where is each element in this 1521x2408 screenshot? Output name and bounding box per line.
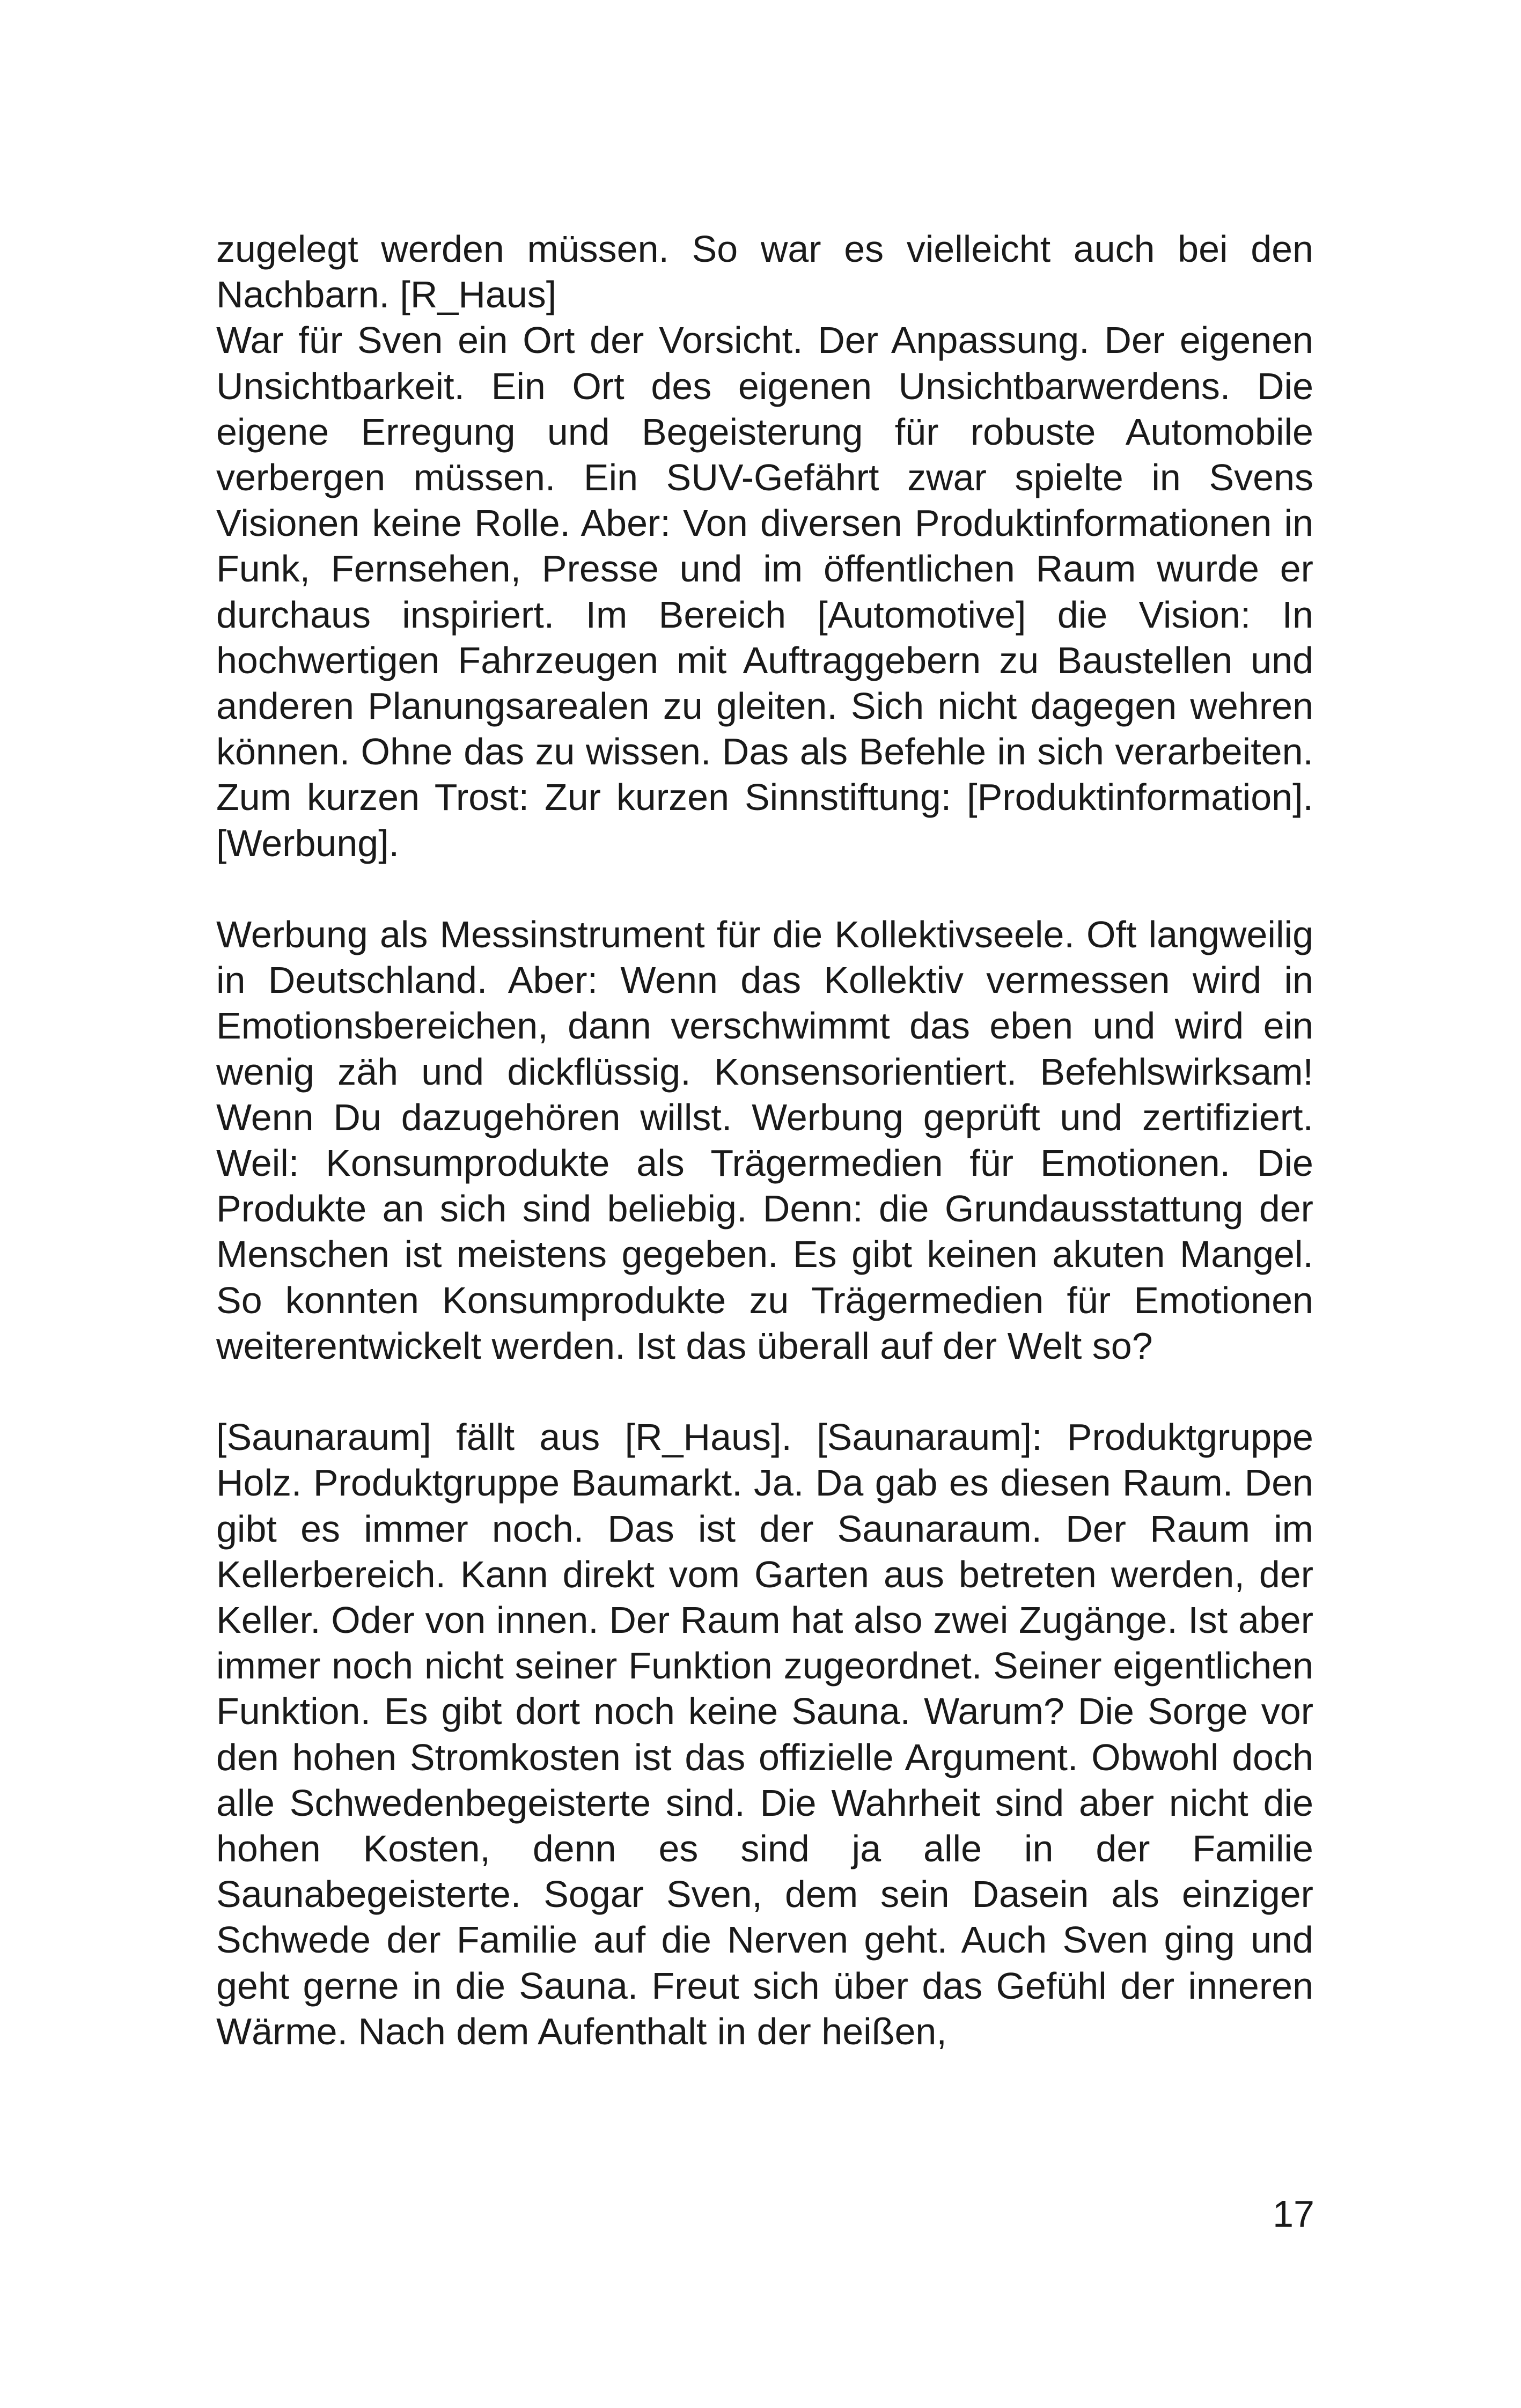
paragraph-saunaraum: [Saunaraum] fällt aus [R_Haus]. [Saunaraum]: Produktgruppe Holz. Produktgruppe Baumarkt. Ja. Da gab es diesen Raum. Den gibt es immer noch. Das ist der Saunaraum. Der Raum im Kellerbereich. Kann direkt vom Garten aus betreten werden, der Keller. Oder von innen. Der Raum hat also zwei Zugänge. Ist aber immer noch nicht seiner Funktion zugeordnet. Seiner eigentlichen Funktion. Es gibt dort noch keine Sauna. Warum? Die Sorge vor den hohen Stromkosten ist das offizielle Argument. Obwohl doch alle Schwedenbegeisterte sind. Die Wahrheit sind aber nicht die hohen Kosten, denn es sind ja alle in der Familie Saunabegeisterte. Sogar Sven, dem sein Dasein als einziger Schwede der Familie auf die Nerven geht. Auch Sven ging und geht gerne in die Sauna. Freut sich über das Gefühl der inneren Wärme. Nach dem Aufenthalt in der heißen, — [216, 1416, 1313, 2052]
body-text — [216, 226, 1313, 2054]
page-number: 17 — [1273, 2193, 1314, 2235]
paragraph-continuation: zugelegt werden müssen. So war es vielleicht auch bei den Nachbarn. [R_Haus] — [216, 228, 1313, 316]
paragraph-automotive: War für Sven ein Ort der Vorsicht. Der Anpassung. Der eigenen Unsichtbarkeit. Ein Ort des eigenen Unsichtbarwerdens. Die eigene Erregung und Begeisterung für robuste Automobile verbergen müssen. Ein SUV-Gefährt zwar spielte in Svens Visionen keine Rolle. Aber: Von diversen Produktinformationen in Funk, Fernsehen, Presse und im öffentlichen Raum wurde er durchaus inspiriert. Im Bereich [Automotive] die Vision: In hochwertigen Fahrzeugen mit Auftraggebern zu Baustellen und anderen Planungsarealen zu gleiten. Sich nicht dagegen wehren können. Ohne das zu wissen. Das als Befehle in sich verarbeiten. Zum kurzen Trost: Zur kurzen Sinnstiftung: [Produktinformation]. [Werbung]. — [216, 319, 1313, 864]
paragraph-werbung: Werbung als Messinstrument für die Kollektivseele. Oft langweilig in Deutschland. Aber: Wenn das Kollektiv vermessen wird in Emotionsbereichen, dann verschwimmt das eben und wird ein wenig zäh und dickflüssig. Konsensorientiert. Befehlswirksam! Wenn Du dazugehören willst. Werbung geprüft und zertifiziert. Weil: Konsumprodukte als Trägermedien für Emotionen. Die Produkte an sich sind beliebig. Denn: die Grundausstattung der Menschen ist meistens gegeben. Es gibt keinen akuten Mangel. So konnten Konsumprodukte zu Trägermedien für Emotionen weiterentwickelt werden. Ist das überall auf der Welt so? — [216, 914, 1313, 1367]
paragraph-gap — [216, 866, 1313, 912]
paragraph-gap — [216, 1369, 1313, 1415]
